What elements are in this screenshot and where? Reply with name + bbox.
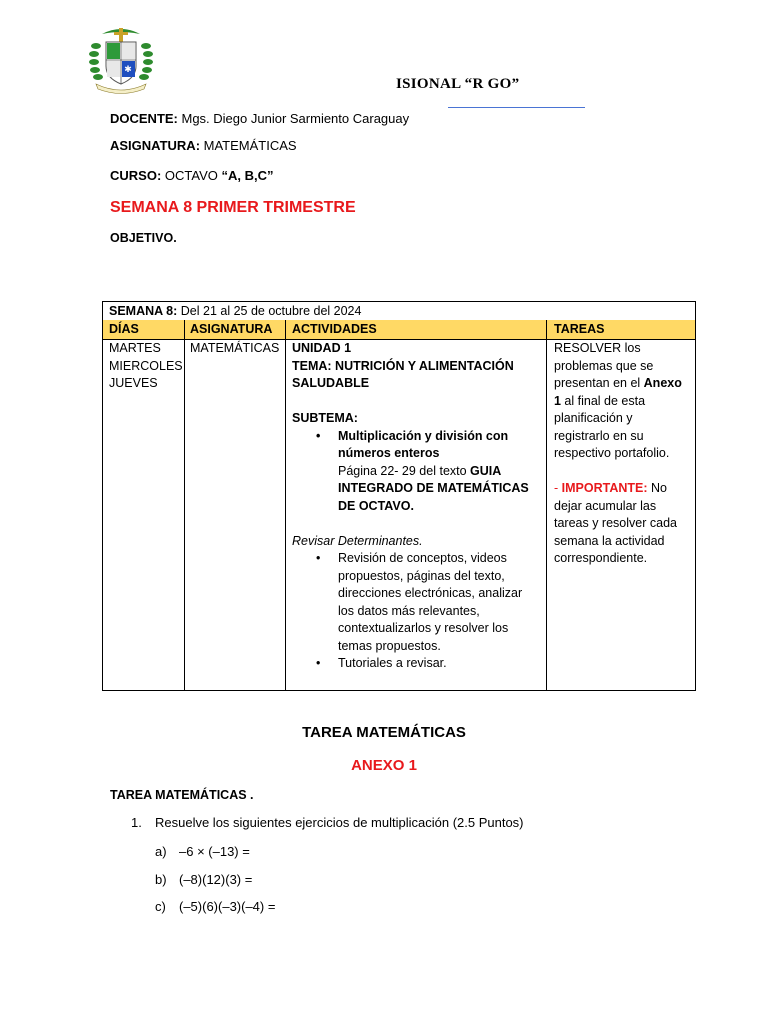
textbook-reference xyxy=(292,463,542,516)
asignatura-value: MATEMÁTICAS xyxy=(200,138,297,153)
asignatura-line xyxy=(110,138,297,153)
task-line: tareas y resolver cada xyxy=(554,516,677,530)
exercise-item-label: a) xyxy=(155,844,167,859)
asignatura-label: ASIGNATURA: xyxy=(110,138,201,153)
curso-value: OCTAVO xyxy=(161,168,222,183)
header-asignatura: ASIGNATURA xyxy=(190,322,273,336)
subtopic-list xyxy=(292,428,542,463)
subtopic-label: SUBTEMA: xyxy=(292,411,358,425)
task-line: registrarlo en su xyxy=(554,428,644,443)
book-title-2: INTEGRADO DE MATEMÁTICAS xyxy=(338,481,529,495)
subject-cell: MATEMÁTICAS xyxy=(190,341,280,355)
review-line: temas propuestos. xyxy=(338,638,441,653)
task-line: semana la actividad xyxy=(554,533,665,548)
svg-text:✱: ✱ xyxy=(124,65,132,75)
exercise-number: 1. xyxy=(131,815,142,830)
review-label: Revisar Determinantes. xyxy=(292,533,423,548)
header-actividades: ACTIVIDADES xyxy=(292,322,377,336)
list-item xyxy=(292,428,542,463)
book-title-1: GUIA xyxy=(470,463,502,478)
review-line: contextualizarlos y resolver los xyxy=(338,621,509,635)
week-range-value: Del 21 al 25 de octubre del 2024 xyxy=(177,304,362,318)
days-cell xyxy=(109,340,183,393)
day-item: MIERCOLES xyxy=(109,358,183,373)
review-line: • Revisión de conceptos, videos xyxy=(338,551,507,565)
list-item xyxy=(292,550,542,655)
task-line: problemas que se xyxy=(554,358,654,373)
exercise-item-label: b) xyxy=(155,872,167,887)
objective-label: OBJETIVO. xyxy=(110,231,177,245)
tasks-cell xyxy=(554,340,694,568)
curso-label: CURSO: xyxy=(110,168,162,183)
curso-line xyxy=(110,168,273,183)
task-annex-ref: 1 xyxy=(554,393,561,408)
task-line: al final de esta xyxy=(560,393,646,408)
list-item xyxy=(292,655,542,673)
task-line: respectivo portafolio. xyxy=(554,446,670,460)
exercise-item-expression: –6 × (–13) = xyxy=(179,844,250,859)
annex-title: ANEXO 1 xyxy=(351,757,417,774)
column-divider xyxy=(285,320,286,690)
table-week-row xyxy=(103,302,695,321)
review-line: direcciones electrónicas, analizar xyxy=(338,586,523,600)
subtopic-line: números enteros xyxy=(338,446,440,460)
task-line: No xyxy=(647,481,667,495)
table-header-row xyxy=(103,320,695,340)
unit-title: UNIDAD 1 xyxy=(292,341,352,355)
column-divider xyxy=(546,320,547,690)
docente-label: DOCENTE: xyxy=(110,111,178,126)
task-line: RESOLVER los xyxy=(554,341,641,355)
week-range xyxy=(109,302,361,320)
task-line: correspondiente. xyxy=(554,551,648,565)
task-annex-ref: Anexo xyxy=(643,376,682,390)
topic-line-1: TEMA: NUTRICIÓN Y ALIMENTACIÓN xyxy=(292,358,514,373)
homework-subtitle: TAREA MATEMÁTICAS . xyxy=(110,788,254,802)
task-dash: - xyxy=(554,481,562,495)
book-title-3: DE OCTAVO. xyxy=(338,498,414,513)
school-crest-logo xyxy=(88,26,154,96)
day-item: JUEVES xyxy=(109,376,158,390)
task-line: planificación y xyxy=(554,411,633,425)
school-title: ISIONAL “R GO” xyxy=(396,76,520,92)
docente-value: Mgs. Diego Junior Sarmiento Caraguay xyxy=(177,111,410,126)
task-line: dejar acumular las xyxy=(554,498,657,513)
week-range-label: SEMANA 8: xyxy=(109,304,178,318)
exercise-item-expression: (–8)(12)(3) = xyxy=(179,872,253,887)
review-line: propuestos, páginas del texto, xyxy=(338,568,505,583)
pages-text: Página 22- 29 del texto xyxy=(338,463,471,478)
important-label: IMPORTANTE: xyxy=(561,481,648,495)
curso-groups: “A, B,C” xyxy=(221,168,274,183)
column-divider xyxy=(184,320,185,690)
exercise-item-expression: (–5)(6)(–3)(–4) = xyxy=(179,899,276,914)
review-line: • Tutoriales a revisar. xyxy=(338,656,447,670)
exercise-item-label: c) xyxy=(155,899,166,914)
docente-line xyxy=(110,111,409,126)
header-dias: DÍAS xyxy=(109,322,139,336)
title-underline xyxy=(448,107,585,108)
planning-table xyxy=(102,301,696,691)
topic-line-2: SALUDABLE xyxy=(292,376,370,390)
homework-title: TAREA MATEMÁTICAS xyxy=(302,724,466,741)
review-line: los datos más relevantes, xyxy=(338,603,480,618)
task-line: presentan en el xyxy=(554,376,644,390)
week-heading: SEMANA 8 PRIMER TRIMESTRE xyxy=(110,199,356,216)
review-list xyxy=(292,550,542,673)
day-item: MARTES xyxy=(109,341,161,355)
activities-cell xyxy=(292,340,542,673)
header-tareas: TAREAS xyxy=(554,322,605,336)
exercise-instruction: Resuelve los siguientes ejercicios de multiplicación (2.5 Puntos) xyxy=(155,815,524,830)
subtopic-line: • Multiplicación y división con xyxy=(338,428,509,443)
